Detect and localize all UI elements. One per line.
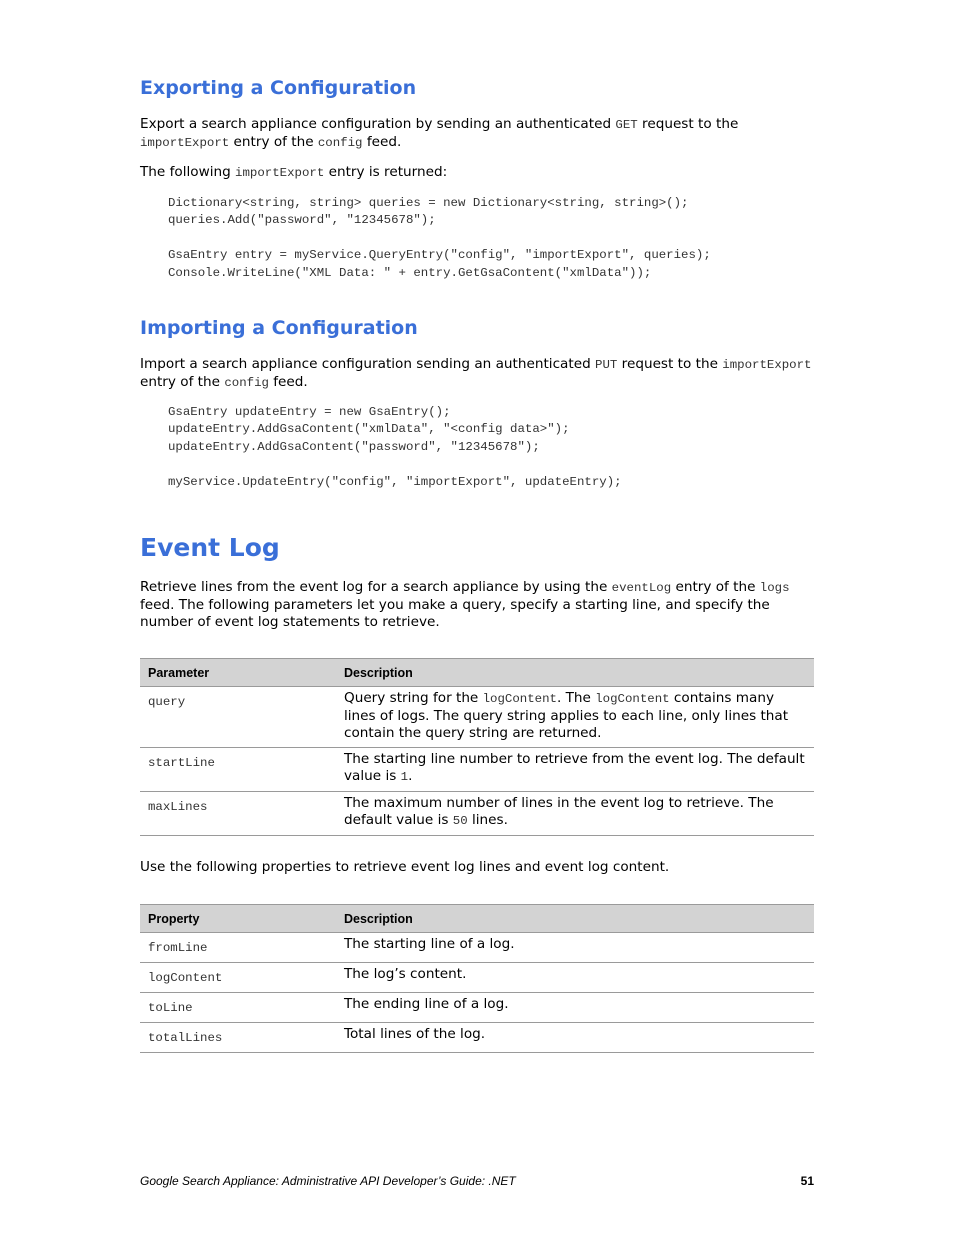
table-row [140, 963, 814, 993]
property-name-cell: toLine [140, 993, 336, 1023]
event-log-paragraph: Retrieve lines from the event log for a search appliance by using the eventLog entry of the logs feed. The following parameters let you make a query, specify a starting line, and specify the number of event log statements to retrieve. [140, 579, 790, 630]
property-description-cell: The starting line of a log. [336, 933, 814, 963]
export-code-block: Dictionary<string, string> queries = new Dictionary<string, string>(); queries.Add("password", "12345678"); GsaEntry entry = myService.QueryEntry("config", "importExport", queries); Console.WriteLine("XML Data: " + entry.GetGsaContent("xmlData")); [168, 196, 711, 280]
page-footer [140, 1174, 814, 1188]
parameter-name-cell: query [140, 687, 336, 748]
column-header: Parameter [140, 659, 336, 687]
parameters-table [140, 658, 814, 836]
import-heading: Importing a Configuration [140, 317, 418, 339]
table-row [140, 687, 814, 748]
page-number: 51 [800, 1174, 814, 1188]
property-name-cell: fromLine [140, 933, 336, 963]
properties-table [140, 904, 814, 1053]
export-returned-paragraph: The following importExport entry is returned: [140, 164, 448, 180]
table-header-row [140, 905, 814, 933]
table-header-row [140, 659, 814, 687]
table-row [140, 792, 814, 836]
properties-intro-paragraph: Use the following properties to retrieve event log lines and event log content. [140, 859, 670, 875]
property-name-cell: logContent [140, 963, 336, 993]
footer-title: Google Search Appliance: Administrative API Developer’s Guide: .NET [140, 1174, 516, 1188]
import-code-block: GsaEntry updateEntry = new GsaEntry(); updateEntry.AddGsaContent("xmlData", "<config data>"); updateEntry.AddGsaContent("password", "12345678"); myService.UpdateEntry("config", "importExport", updateEntry); [168, 405, 622, 489]
table-row [140, 1023, 814, 1053]
export-heading: Exporting a Configuration [140, 77, 417, 99]
column-header: Description [336, 659, 814, 687]
export-paragraph: Export a search appliance configuration by sending an authenticated GET request to the importExport entry of the config feed. [140, 116, 739, 150]
property-description-cell: Total lines of the log. [336, 1023, 814, 1053]
table-row [140, 993, 814, 1023]
parameter-description-cell: The starting line number to retrieve from the event log. The default value is 1. [336, 748, 814, 792]
parameter-description-cell: The maximum number of lines in the event log to retrieve. The default value is 50 lines. [336, 792, 814, 836]
property-description-cell: The ending line of a log. [336, 993, 814, 1023]
property-description-cell: The log’s content. [336, 963, 814, 993]
table-row [140, 748, 814, 792]
column-header: Property [140, 905, 336, 933]
parameter-description-cell: Query string for the logContent. The logContent contains many lines of logs. The query string applies to each line, only lines that contain the query string are returned. [336, 687, 814, 748]
event-log-heading: Event Log [140, 533, 280, 562]
table-row [140, 933, 814, 963]
column-header: Description [336, 905, 814, 933]
import-paragraph: Import a search appliance configuration sending an authenticated PUT request to the importExport entry of the config feed. [140, 356, 812, 390]
parameter-name-cell: maxLines [140, 792, 336, 836]
parameter-name-cell: startLine [140, 748, 336, 792]
property-name-cell: totalLines [140, 1023, 336, 1053]
